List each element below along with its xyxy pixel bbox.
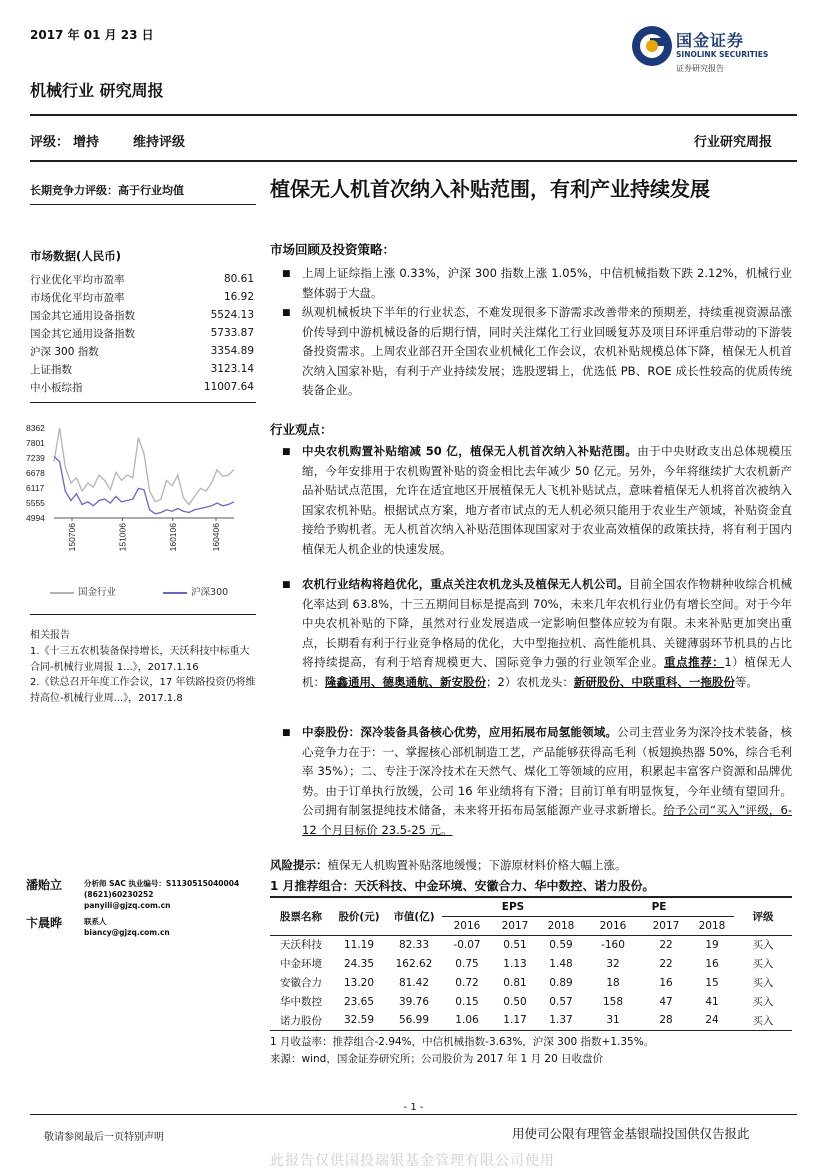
contact-email[interactable]: biancy@gjzq.com.cn [84,928,170,937]
y-tick-label: 4994 [26,513,45,523]
view-2-rec-end: 等。 [734,674,758,689]
usage-note: 用使司公限有理管金基银瑞投国供仅告报此 [512,1126,750,1141]
view-2-body: 目前全国农作物耕种收综合机械化率达到 63.8%，十三五期间目标是提高到 70%，未来几年农机行业仍有增长空间。对于今年中央农机补贴的下降，虽然对行业发展造成一定影响但整体应较为有限。未来补贴更加突出重点，长期看有利于行业竞争格局的优化，大中型拖拉机、高性能机具、关键薄弱环节机具的占比将持续提高，有利于培育规模更大、国际竞争力强的行业领军企业。 [302,577,792,669]
view-2-headline: 农机行业结构将趋优化，重点关注农机龙头及植保无人机公司。 [302,577,629,591]
page-number: - 1 - [403,1102,424,1113]
col-name: 股票名称 [270,897,332,935]
bullet-icon: ■ [282,580,291,590]
stock-cell: 买入 [752,977,774,989]
x-tick-label: 150706 [67,523,77,552]
contact-name: 卞晨晔 [26,916,63,930]
rating-label: 评级： [30,135,70,150]
stock-cell: 买入 [752,958,774,970]
market-data-value: 80.61 [223,273,254,285]
stock-cell: 13.20 [343,976,375,989]
x-tick-label: 160406 [211,523,221,552]
watermark: 此报告仅供国投瑞银基金管理有限公司使用 [270,1153,555,1169]
rating-value: 增持 [73,135,100,150]
market-data-label: 上证指数 [30,363,72,376]
stock-cell: 19 [705,938,719,951]
rating-row [30,131,189,150]
stock-cell: 1.17 [492,1011,538,1030]
stock-cell: 安徽合力 [280,977,322,989]
report-type: 行业研究周报 [693,135,772,150]
stock-cell: 24.35 [343,957,375,970]
col-pe: PE [584,897,734,916]
market-data-row [30,342,254,360]
y-tick-label: 7239 [26,453,45,464]
view-paragraph-1 [302,442,792,559]
stock-cell: 47 [659,995,673,1008]
long-term-rating: 长期竞争力评级：高于行业均值 [30,184,184,197]
year-header: 2016 [453,919,481,932]
legend-swatch-hs300 [163,592,187,594]
bullet-icon: ■ [282,447,291,457]
y-tick-label: 7801 [26,437,45,448]
market-data-row [30,324,254,342]
stock-cell: 18 [606,976,620,989]
stock-cell: 16 [705,957,719,970]
year-header: 2017 [652,919,680,932]
analyst-phone: (8621)60230252 [84,890,154,899]
stock-cell: 56.99 [386,1011,442,1030]
stock-cell: 1.48 [549,957,573,970]
review-paragraph-1: 上周上证综指上涨 0.33%，沪深 300 指数上涨 1.05%，中信机械指数下跌 2.12%，机械行业整体弱于大盘。 [302,266,792,300]
view-3-rating: 给予公司“买入”评级，6-12 个月目标价 23.5-25 元。 [302,803,792,837]
contact-role: 联系人 [84,917,107,926]
stock-cell: 11.19 [343,938,375,951]
source-note: 来源：wind，国金证券研究所；公司股价为 2017 年 1 月 20 日收盘价 [270,1053,604,1065]
disclaimer-note: 敬请参阅最后一页特别声明 [44,1132,164,1143]
recommended-portfolio: 1 月推荐组合：天沃科技、中金环境、安徽合力、华中数控、诺力股份。 [270,879,655,893]
stock-cell: 23.65 [343,995,375,1008]
return-note: 1 月收益率：推荐组合-2.94%，中信机械指数-3.63%，沪深 300 指数+1.35%。 [270,1036,655,1048]
market-data-title: 市场数据(人民币) [30,249,122,263]
market-data-row [30,306,254,324]
year-header: 2018 [547,919,575,932]
analyst-sac: 分析师 SAC 执业编号：S1130515040004 [84,879,240,888]
header-divider-top [30,114,797,116]
stock-cell: 诺力股份 [270,1011,332,1030]
market-data-value: 5733.87 [210,327,254,339]
market-data-row [30,270,254,288]
footer-divider [30,1114,797,1115]
stock-cell: 买入 [734,1011,792,1030]
legend-label-industry: 国金行业 [78,587,117,598]
stock-cell: 0.51 [503,938,527,951]
market-data-label: 中小板综指 [30,381,83,394]
related-list [30,644,258,706]
risk-text: 植保无人机购置补贴落地缓慢；下游原材料价格大幅上涨。 [327,858,627,872]
year-header: 2018 [698,919,726,932]
review-paragraph-2: 纵观机械板块下半年的行业状态，不难发现很多下游需求改善带来的预期差，持续重视资源品涨价传导到中游机械设备的后期行情，同时关注煤化工行业回暖复苏及项目环评重启带动的下游装备投资需求。上周农业部召开全国农业机械化工作会议，农机补贴规模总体下降，植保无人机首次纳入国家补贴，有利于产业持续发展；选股逻辑上，优选低 PB、ROE 成长性较高的优质传统装备企业。 [302,305,792,397]
stock-cell: 0.15 [455,995,479,1008]
stock-row [270,992,792,1011]
stock-cell: 81.42 [398,976,430,989]
stock-table [270,896,792,1031]
stock-cell: 24 [690,1011,734,1030]
stock-row [270,935,792,954]
report-date: 2017 年 01 月 23 日 [30,28,154,42]
stock-cell: 41 [705,995,719,1008]
market-data-row [30,360,254,378]
market-data-value: 16.92 [223,291,254,303]
bullet-icon: ■ [282,269,291,279]
y-tick-label: 5555 [26,498,45,509]
stock-row [270,1011,792,1030]
rating-note: 维持评级 [133,135,186,150]
stock-cell: 天沃科技 [280,939,322,952]
sidebar-divider [30,204,256,205]
stock-cell: 39.76 [398,995,430,1008]
view-2-rec-1-stocks: 隆鑫通用、德奥通航、新安股份 [325,674,486,689]
stock-cell: 1.13 [503,957,527,970]
stock-cell: 华中数控 [280,996,322,1008]
view-2-rec-1: 1）植保无人机： [302,655,792,689]
stock-row [270,954,792,973]
analyst-name: 潘贻立 [26,878,63,892]
risk-label: 风险提示： [270,858,328,872]
market-data-label: 市场优化平均市盈率 [30,291,125,304]
market-data-value: 3354.89 [210,345,254,357]
stock-cell: 158 [602,995,624,1008]
stock-cell: 0.57 [549,995,573,1008]
y-tick-label: 6678 [26,468,45,478]
col-cap: 市值(亿) [386,897,442,935]
logo-name-en: SINOLINK SECURITIES [676,50,769,59]
stock-cell: 0.75 [455,957,479,970]
view-1-body: 由于中央财政支出总体规模压缩，今年安排用于农机购置补贴的资金相比去年减少 50 亿元。另外，今年将继续扩大农机新产品补贴试点范围，允许在适宜地区开展植保无人飞机补贴试点，意味着植保无人机将首次被纳入国家农机补贴。根据试点方案，地方者市试点的无人机必须只能用于农业生产领域，补贴资金直接给予购机者。无人机首次纳入补贴范围体现国家对于农业高效植保的政策扶持，将有利于国内植保无人机企业的快速发展。 [302,444,792,556]
related-item[interactable]: 2.《铁总召开年度工作会议，17 年铁路投资仍将维持高位-机械行业周...》，2017.1.8 [30,677,256,704]
market-data-label: 国金其它通用设备指数 [30,309,135,322]
stock-cell: 0.59 [549,938,573,951]
stock-cell: 买入 [752,996,774,1008]
stock-cell: 28 [642,1011,690,1030]
series-line-hs300 [54,456,234,513]
year-header: 2016 [599,919,627,932]
x-tick-label: 160106 [167,523,178,552]
industry-title: 机械行业 研究周报 [30,81,164,100]
stock-cell: 买入 [752,939,774,952]
stock-cell: 162.62 [395,957,433,970]
view-paragraph-3 [302,723,792,840]
related-title: 相关报告 [30,630,70,641]
header-divider-bottom [30,160,797,162]
analyst-info [84,878,239,911]
bullet-icon: ■ [282,728,291,738]
market-data-value: 3123.14 [210,363,254,375]
view-1-headline: 中央农机购置补贴缩减 50 亿，植保无人机首次纳入补贴范围。 [302,444,638,458]
market-data-row [30,288,254,306]
view-3-headline: 中泰股份：深冷装备具备核心优势，应用拓展布局氢能领域。 [302,725,618,739]
stock-cell: 32 [606,957,620,970]
stock-cell: 中金环境 [280,958,322,970]
stock-row [270,973,792,992]
table-notes [270,1034,654,1068]
view-2-rec-label: 重点推荐： [664,655,725,669]
contact-info [84,916,170,938]
logo-icon [630,24,674,68]
legend-label-hs300: 沪深300 [191,587,229,598]
market-data-label: 行业优化平均市盈率 [30,273,125,286]
logo-subtitle: 证券研究报告 [676,64,724,73]
chart-divider [30,614,256,615]
y-tick-label: 8362 [26,423,45,433]
stock-cell: 0.89 [549,976,573,989]
stock-cell: 22 [659,957,673,970]
stock-cell: 0.81 [503,976,527,989]
series-line-industry [54,428,234,505]
stock-cell: 82.33 [398,938,430,951]
view-2-rec-2: ；2）农机龙头： [486,674,574,689]
legend-swatch-industry [50,592,74,594]
y-tick-label: 6117 [26,482,45,493]
view-3-body: 公司主营业务为深冷技术装备，核心竞争力在于：一、掌握核心部机制造工艺，产品能够获得高毛利（板翅换热器 50%，综合毛利率 35%）；二、专注于深冷技术在天然气、煤化工等领域的应用，积累起丰富客户资源和品牌优势。由于订单执行放缓，公司 16 年业绩将有下滑；目前订单有明显恢复，今年业绩有望回升。公司拥有制氢提纯技术储备，未来将开拓布局氢能源产业寻求新增长。 [302,725,792,817]
market-data-value: 11007.64 [203,381,254,393]
related-item[interactable]: 1.《十三五农机装备保持增长，天沃科技中标重大合同-机械行业周报 1...》，2017.1.16 [30,646,250,673]
view-2-rec-2-stocks: 新研股份、中联重科、一拖股份 [573,674,735,689]
report-title: 植保无人机首次纳入补贴范围，有利产业持续发展 [270,177,710,201]
stock-cell: 22 [659,938,673,951]
chart-legend [50,584,228,598]
col-price: 股价(元) [332,897,386,935]
market-data-value: 5524.13 [210,309,254,321]
view-title: 行业观点： [270,422,333,437]
logo-name-cn: 国金证券 [676,31,745,50]
stock-cell: 0.72 [455,976,479,989]
x-tick-label: 151006 [117,523,128,552]
market-data-divider [30,402,256,403]
bullet-icon: ■ [282,308,291,318]
stock-cell: 16 [659,976,673,989]
market-data-table [30,270,254,396]
stock-cell: 31 [584,1011,642,1030]
stock-cell: 32.59 [332,1011,386,1030]
year-header: 2017 [501,919,529,932]
market-data-row [30,378,254,396]
stock-cell: 15 [705,976,719,989]
view-paragraph-2 [302,575,792,692]
review-title: 市场回顾及投资策略： [270,242,396,257]
index-chart [24,420,256,580]
col-rating: 评级 [734,897,792,935]
analyst-email[interactable]: panyili@gjzq.com.cn [84,901,171,910]
stock-cell: -160 [601,938,625,951]
stock-cell: 1.06 [442,1011,492,1030]
col-eps: EPS [442,897,584,916]
market-data-label: 国金其它通用设备指数 [30,327,135,340]
stock-table-header [270,897,792,916]
risk-line [270,857,627,873]
stock-cell: 1.37 [538,1011,584,1030]
stock-cell: -0.07 [453,938,481,951]
stock-cell: 0.50 [503,995,527,1008]
market-data-label: 沪深 300 指数 [30,345,99,358]
